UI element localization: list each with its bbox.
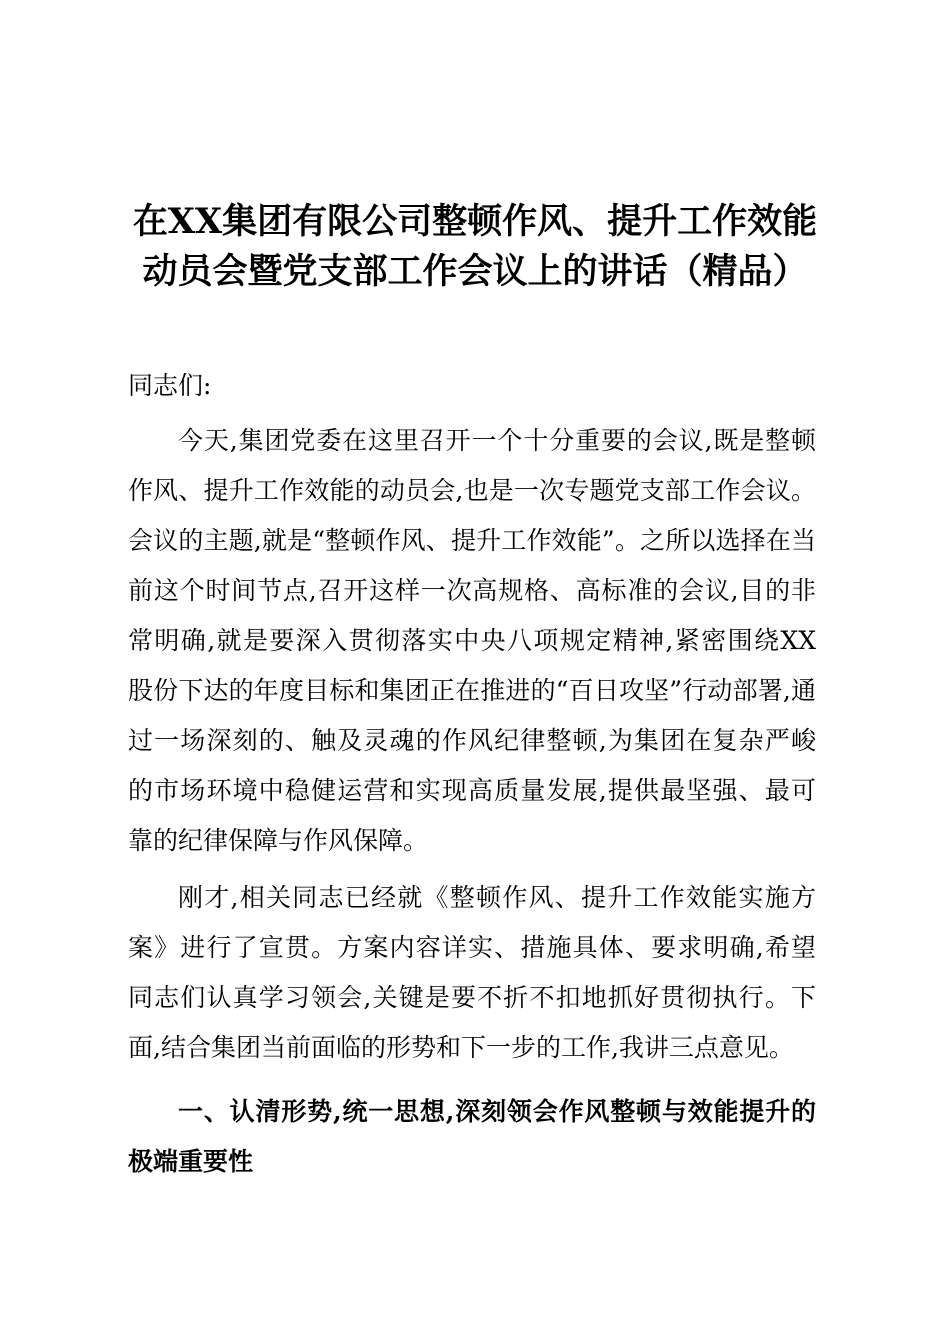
paragraph	[128, 416, 816, 866]
paragraph-line: 常明确,就是要深入贯彻落实中央八项规定精神,紧密围绕XX	[128, 626, 816, 655]
title-line: 在XX集团有限公司整顿作风、提升工作效能	[132, 201, 818, 242]
heading-line: 极端重要性	[128, 1147, 254, 1176]
paragraph	[128, 873, 816, 1073]
paragraph-line: 股份下达的年度目标和集团正在推进的“百日攻坚”行动部署,通	[128, 676, 816, 705]
paragraph-line: 会议的主题,就是“整顿作风、提升工作效能”。之所以选择在当	[128, 526, 816, 555]
title-line: 动员会暨党支部工作会议上的讲话（精品）	[142, 251, 808, 292]
paragraph-line: 同志们认真学习领会,关键是要不折不扣地抓好贯彻执行。下	[128, 983, 816, 1012]
paragraph-line: 案》进行了宣贯。方案内容详实、措施具体、要求明确,希望	[128, 933, 816, 962]
document-title	[0, 197, 950, 297]
section-heading	[128, 1087, 816, 1187]
paragraph-line: 的市场环境中稳健运营和实现高质量发展,提供最坚强、最可	[128, 776, 816, 805]
heading-line: 一、认清形势,统一思想,深刻领会作风整顿与效能提升的	[178, 1097, 816, 1126]
paragraph-line: 靠的纪律保障与作风保障。	[128, 826, 429, 855]
salutation: 同志们:	[128, 371, 212, 400]
paragraph-line: 过一场深刻的、触及灵魂的作风纪律整顿,为集团在复杂严峻	[128, 726, 816, 755]
paragraph-line: 面,结合集团当前面临的形势和下一步的工作,我讲三点意见。	[128, 1033, 794, 1062]
paragraph-line: 前这个时间节点,召开这样一次高规格、高标准的会议,目的非	[128, 576, 816, 605]
paragraphs	[128, 416, 816, 1073]
paragraph-line: 今天,集团党委在这里召开一个十分重要的会议,既是整顿	[178, 426, 816, 455]
document-body	[128, 361, 816, 1187]
paragraph-line: 作风、提升工作效能的动员会,也是一次专题党支部工作会议。	[128, 476, 816, 505]
paragraph-line: 刚才,相关同志已经就《整顿作风、提升工作效能实施方	[178, 883, 816, 912]
